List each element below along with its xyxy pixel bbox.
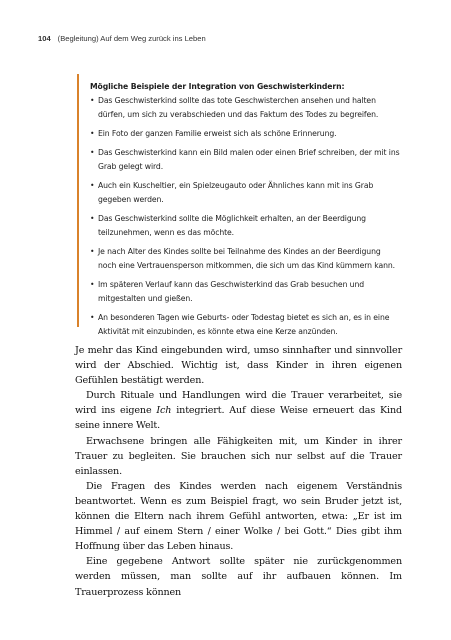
page-number: 104	[38, 34, 51, 43]
paragraph	[75, 388, 402, 433]
list-item: • Das Geschwisterkind kann ein Bild malen oder einen Brief schreiben, der mit ins Grab gelegt wird.	[90, 146, 401, 174]
list-item: • Auch ein Kuscheltier, ein Spielzeugauto oder Ähnliches kann mit ins Grab gegeben werden.	[90, 179, 401, 207]
info-box-title: Mögliche Beispiele der Integration von Geschwisterkindern:	[90, 82, 345, 91]
running-title: (Begleitung) Auf dem Weg zurück ins Leben	[57, 34, 206, 43]
paragraph: Eine gegebene Antwort sollte später nie zurückgenommen werden müssen, man sollte auf ihr aufbauen können. Im Trauerprozess können	[75, 556, 402, 598]
emphasis: Ich	[156, 405, 172, 417]
paragraph: Je mehr das Kind eingebunden wird, umso sinnhafter und sinnvoller wird der Abschied. Wichtig ist, dass Kinder in ihren eigenen Gefühlen bestätigt werden.	[75, 345, 402, 387]
paragraph-text: Durch Rituale und Handlungen wird die Trauer verarbeitet, sie wird ins eigene	[75, 390, 402, 417]
list-item: • Je nach Alter des Kindes sollte bei Teilnahme des Kindes an der Beerdigung noch eine Vertrauensperson mitkommen, die sich um das Kind kümmern kann.	[90, 245, 401, 273]
body-text	[75, 343, 402, 600]
list-item: • An besonderen Tagen wie Geburts- oder Todestag bietet es sich an, es in eine Aktivität mit einzubinden, es könnte etwa eine Kerze anzünden.	[90, 311, 401, 339]
paragraph-text: integriert. Auf diese Weise erneuert das Kind seine innere Welt.	[75, 405, 402, 432]
list-item: • Das Geschwisterkind sollte das tote Geschwisterchen ansehen und halten dürfen, um sich zu verabschieden und das Faktum des Todes zu begreifen.	[90, 94, 401, 122]
paragraph: Erwachsene bringen alle Fähigkeiten mit, um Kinder in ihrer Trauer zu begleiten. Sie brauchen sich nur selbst auf die Trauer einlassen.	[75, 435, 402, 477]
list-item: • Ein Foto der ganzen Familie erweist sich als schöne Erinnerung.	[90, 127, 401, 141]
list-item: • Im späteren Verlauf kann das Geschwisterkind das Grab besuchen und mitgestalten und gießen.	[90, 278, 401, 306]
info-box	[77, 74, 401, 336]
list-item: • Das Geschwisterkind sollte die Möglichkeit erhalten, an der Beerdigung teilzunehmen, wenn es das möchte.	[90, 212, 401, 240]
info-box-list	[90, 94, 401, 339]
paragraph: Die Fragen des Kindes werden nach eigenem Verständnis beantwortet. Wenn es zum Beispiel fragt, wo sein Bruder jetzt ist, können die Eltern nach ihrem Gefühl antworten, etwa: „Er ist im Himmel / auf einem Stern / einer Wolke / bei Gott.“ Dies gibt ihm Hoffnung über das Leben hinaus.	[75, 480, 402, 553]
running-header	[38, 34, 206, 43]
